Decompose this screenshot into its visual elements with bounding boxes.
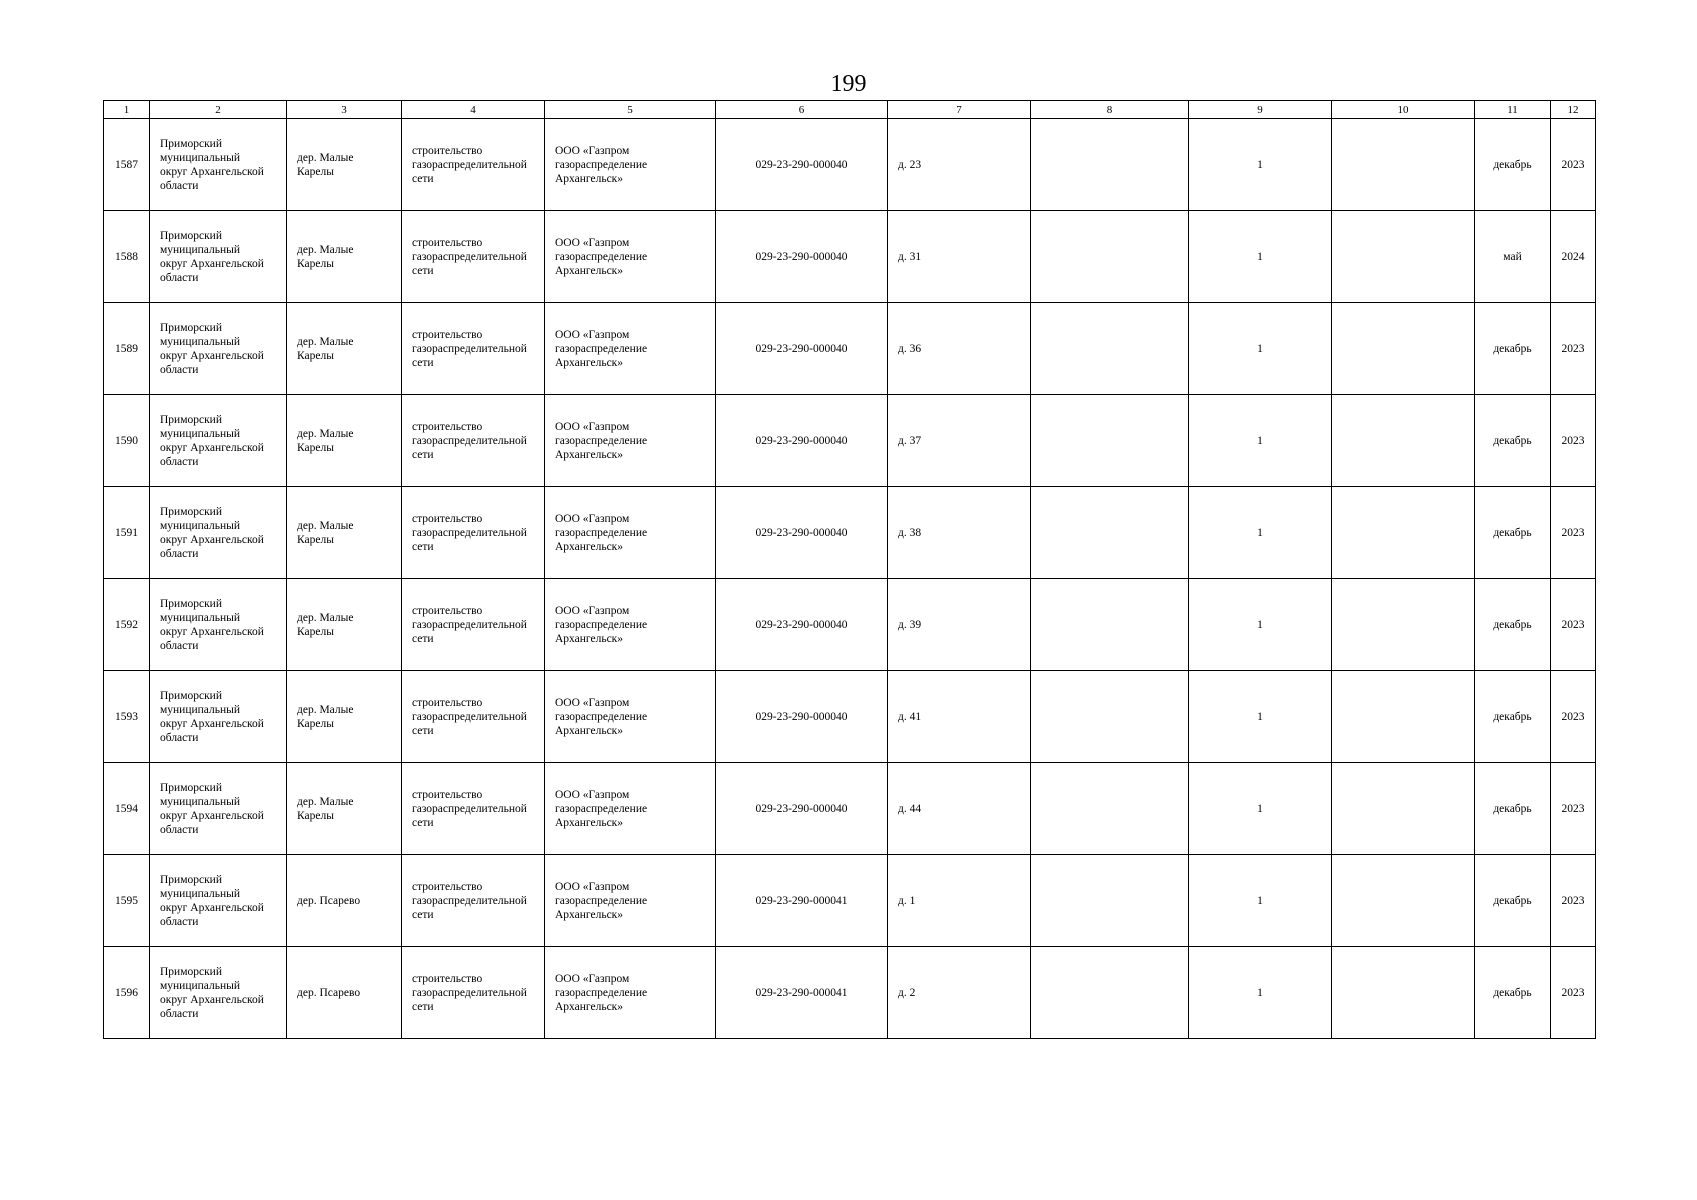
column-10-cell	[1332, 579, 1475, 671]
column-number-row	[104, 101, 1596, 119]
work-type-cell: строительство газораспределительной сети	[402, 763, 545, 855]
organization-cell: ООО «Газпром газораспределение Архангельск»	[545, 855, 716, 947]
house-cell: д. 37	[888, 395, 1031, 487]
column-8-cell	[1031, 119, 1189, 211]
work-type-cell: строительство газораспределительной сети	[402, 119, 545, 211]
table-row	[104, 763, 1596, 855]
organization-cell: ООО «Газпром газораспределение Архангельск»	[545, 211, 716, 303]
locality-cell: дер. Псарево	[287, 855, 402, 947]
table-row	[104, 671, 1596, 763]
column-header: 6	[716, 101, 888, 119]
house-cell: д. 39	[888, 579, 1031, 671]
row-number-cell: 1594	[104, 763, 150, 855]
organization-cell: ООО «Газпром газораспределение Архангельск»	[545, 947, 716, 1039]
locality-cell: дер. Малые Карелы	[287, 211, 402, 303]
column-8-cell	[1031, 579, 1189, 671]
column-8-cell	[1031, 487, 1189, 579]
table-row	[104, 487, 1596, 579]
column-8-cell	[1031, 211, 1189, 303]
column-header: 8	[1031, 101, 1189, 119]
month-cell: декабрь	[1475, 579, 1551, 671]
row-number-cell: 1589	[104, 303, 150, 395]
count-cell: 1	[1189, 303, 1332, 395]
locality-cell: дер. Малые Карелы	[287, 487, 402, 579]
column-header: 4	[402, 101, 545, 119]
organization-cell: ООО «Газпром газораспределение Архангельск»	[545, 119, 716, 211]
row-number-cell: 1593	[104, 671, 150, 763]
organization-cell: ООО «Газпром газораспределение Архангельск»	[545, 579, 716, 671]
object-code-cell: 029-23-290-000040	[716, 671, 888, 763]
year-cell: 2023	[1551, 395, 1596, 487]
house-cell: д. 44	[888, 763, 1031, 855]
count-cell: 1	[1189, 211, 1332, 303]
district-cell: Приморский муниципальный округ Архангельской области	[150, 395, 287, 487]
column-8-cell	[1031, 947, 1189, 1039]
locality-cell: дер. Малые Карелы	[287, 671, 402, 763]
table-row	[104, 947, 1596, 1039]
row-number-cell: 1595	[104, 855, 150, 947]
house-cell: д. 23	[888, 119, 1031, 211]
year-cell: 2023	[1551, 671, 1596, 763]
count-cell: 1	[1189, 487, 1332, 579]
count-cell: 1	[1189, 395, 1332, 487]
locality-cell: дер. Псарево	[287, 947, 402, 1039]
work-type-cell: строительство газораспределительной сети	[402, 211, 545, 303]
house-cell: д. 1	[888, 855, 1031, 947]
district-cell: Приморский муниципальный округ Архангельской области	[150, 671, 287, 763]
row-number-cell: 1588	[104, 211, 150, 303]
object-code-cell: 029-23-290-000041	[716, 855, 888, 947]
district-cell: Приморский муниципальный округ Архангельской области	[150, 119, 287, 211]
district-cell: Приморский муниципальный округ Архангельской области	[150, 487, 287, 579]
district-cell: Приморский муниципальный округ Архангельской области	[150, 303, 287, 395]
column-header: 10	[1332, 101, 1475, 119]
row-number-cell: 1590	[104, 395, 150, 487]
month-cell: декабрь	[1475, 119, 1551, 211]
column-10-cell	[1332, 395, 1475, 487]
house-cell: д. 31	[888, 211, 1031, 303]
work-type-cell: строительство газораспределительной сети	[402, 487, 545, 579]
organization-cell: ООО «Газпром газораспределение Архангельск»	[545, 395, 716, 487]
month-cell: декабрь	[1475, 947, 1551, 1039]
column-header: 12	[1551, 101, 1596, 119]
column-8-cell	[1031, 763, 1189, 855]
count-cell: 1	[1189, 671, 1332, 763]
column-10-cell	[1332, 763, 1475, 855]
organization-cell: ООО «Газпром газораспределение Архангельск»	[545, 303, 716, 395]
year-cell: 2023	[1551, 947, 1596, 1039]
district-cell: Приморский муниципальный округ Архангельской области	[150, 855, 287, 947]
house-cell: д. 2	[888, 947, 1031, 1039]
column-8-cell	[1031, 395, 1189, 487]
table-row	[104, 395, 1596, 487]
locality-cell: дер. Малые Карелы	[287, 763, 402, 855]
year-cell: 2023	[1551, 119, 1596, 211]
object-code-cell: 029-23-290-000040	[716, 303, 888, 395]
column-10-cell	[1332, 487, 1475, 579]
locality-cell: дер. Малые Карелы	[287, 303, 402, 395]
house-cell: д. 38	[888, 487, 1031, 579]
organization-cell: ООО «Газпром газораспределение Архангельск»	[545, 763, 716, 855]
row-number-cell: 1596	[104, 947, 150, 1039]
month-cell: декабрь	[1475, 395, 1551, 487]
house-cell: д. 36	[888, 303, 1031, 395]
work-type-cell: строительство газораспределительной сети	[402, 395, 545, 487]
month-cell: декабрь	[1475, 671, 1551, 763]
column-10-cell	[1332, 211, 1475, 303]
month-cell: декабрь	[1475, 487, 1551, 579]
column-header: 2	[150, 101, 287, 119]
column-header: 7	[888, 101, 1031, 119]
month-cell: май	[1475, 211, 1551, 303]
column-10-cell	[1332, 855, 1475, 947]
year-cell: 2023	[1551, 579, 1596, 671]
object-code-cell: 029-23-290-000040	[716, 395, 888, 487]
column-header: 3	[287, 101, 402, 119]
column-header: 9	[1189, 101, 1332, 119]
year-cell: 2024	[1551, 211, 1596, 303]
object-code-cell: 029-23-290-000040	[716, 579, 888, 671]
year-cell: 2023	[1551, 855, 1596, 947]
data-table	[103, 100, 1596, 1039]
column-header: 1	[104, 101, 150, 119]
organization-cell: ООО «Газпром газораспределение Архангельск»	[545, 487, 716, 579]
row-number-cell: 1587	[104, 119, 150, 211]
table-row	[104, 119, 1596, 211]
object-code-cell: 029-23-290-000040	[716, 763, 888, 855]
table-row	[104, 303, 1596, 395]
work-type-cell: строительство газораспределительной сети	[402, 855, 545, 947]
row-number-cell: 1592	[104, 579, 150, 671]
column-10-cell	[1332, 119, 1475, 211]
column-10-cell	[1332, 671, 1475, 763]
count-cell: 1	[1189, 855, 1332, 947]
count-cell: 1	[1189, 763, 1332, 855]
column-header: 5	[545, 101, 716, 119]
column-10-cell	[1332, 303, 1475, 395]
object-code-cell: 029-23-290-000041	[716, 947, 888, 1039]
locality-cell: дер. Малые Карелы	[287, 119, 402, 211]
page-number: 199	[830, 71, 867, 97]
work-type-cell: строительство газораспределительной сети	[402, 579, 545, 671]
table-row	[104, 579, 1596, 671]
month-cell: декабрь	[1475, 303, 1551, 395]
district-cell: Приморский муниципальный округ Архангельской области	[150, 947, 287, 1039]
column-8-cell	[1031, 671, 1189, 763]
column-header: 11	[1475, 101, 1551, 119]
count-cell: 1	[1189, 947, 1332, 1039]
year-cell: 2023	[1551, 487, 1596, 579]
column-8-cell	[1031, 303, 1189, 395]
month-cell: декабрь	[1475, 763, 1551, 855]
organization-cell: ООО «Газпром газораспределение Архангельск»	[545, 671, 716, 763]
count-cell: 1	[1189, 579, 1332, 671]
locality-cell: дер. Малые Карелы	[287, 579, 402, 671]
year-cell: 2023	[1551, 763, 1596, 855]
district-cell: Приморский муниципальный округ Архангельской области	[150, 211, 287, 303]
column-10-cell	[1332, 947, 1475, 1039]
district-cell: Приморский муниципальный округ Архангельской области	[150, 763, 287, 855]
work-type-cell: строительство газораспределительной сети	[402, 947, 545, 1039]
work-type-cell: строительство газораспределительной сети	[402, 303, 545, 395]
object-code-cell: 029-23-290-000040	[716, 487, 888, 579]
locality-cell: дер. Малые Карелы	[287, 395, 402, 487]
table-row	[104, 211, 1596, 303]
object-code-cell: 029-23-290-000040	[716, 119, 888, 211]
year-cell: 2023	[1551, 303, 1596, 395]
count-cell: 1	[1189, 119, 1332, 211]
table-row	[104, 855, 1596, 947]
work-type-cell: строительство газораспределительной сети	[402, 671, 545, 763]
district-cell: Приморский муниципальный округ Архангельской области	[150, 579, 287, 671]
column-8-cell	[1031, 855, 1189, 947]
month-cell: декабрь	[1475, 855, 1551, 947]
house-cell: д. 41	[888, 671, 1031, 763]
row-number-cell: 1591	[104, 487, 150, 579]
object-code-cell: 029-23-290-000040	[716, 211, 888, 303]
